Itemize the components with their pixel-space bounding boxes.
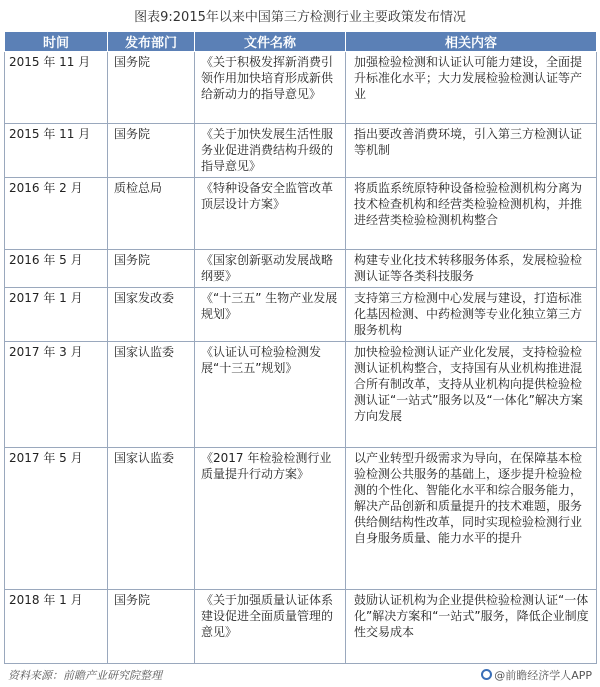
cell-document: 《2017 年检验检测行业质量提升行动方案》 [195,448,346,590]
cell-time: 2015 年 11 月 [5,124,108,178]
cell-time: 2016 年 2 月 [5,178,108,250]
cell-content: 支持第三方检测中心发展与建设，打造标准化基因检测、中药检测等专业化独立第三方服务机构 [346,288,597,342]
table-row [5,448,597,590]
footer [0,667,600,685]
cell-time: 2018 年 1 月 [5,590,108,664]
cell-document: 《关于积极发挥新消费引领作用加快培育形成新供给新动力的指导意见》 [195,52,346,124]
cell-document: 《“十三五” 生物产业发展规划》 [195,288,346,342]
header-document: 文件名称 [195,32,346,52]
cell-content: 以产业转型升级需求为导向，在保障基本检验检测公共服务的基础上，逐步提升检验检测的个性化、智能化水平和综合服务能力，解决产品创新和质量提升的技术难题，服务供给侧结构性改革，同时实现检验检测行业自身服务质量、能力水平的提升 [346,448,597,590]
cell-content: 指出要改善消费环境，引入第三方检测认证等机制 [346,124,597,178]
policy-table [4,31,597,664]
brand-credit [481,667,592,683]
chart-title: 图表9:2015年以来中国第三方检测行业主要政策发布情况 [134,10,466,25]
header-time: 时间 [5,32,108,52]
cell-department: 国家认监委 [108,342,195,448]
cell-department: 国务院 [108,52,195,124]
cell-document: 《关于加强质量认证体系建设促进全面质量管理的意见》 [195,590,346,664]
source-note: 资料来源：前瞻产业研究院整理 [8,669,162,682]
brand-label: @前瞻经济学人APP [494,669,592,682]
header-department: 发布部门 [108,32,195,52]
cell-department: 国家发改委 [108,288,195,342]
cell-content: 将质监系统原特种设备检验检测机构分离为技术检查机构和经营类检验检测机构，并推进经营类检验检测机构整合 [346,178,597,250]
cell-department: 国务院 [108,590,195,664]
table-header-row [5,32,597,52]
cell-department: 质检总局 [108,178,195,250]
cell-time: 2017 年 5 月 [5,448,108,590]
cell-time: 2017 年 3 月 [5,342,108,448]
cell-department: 国务院 [108,250,195,288]
cell-document: 《特种设备安全监管改革顶层设计方案》 [195,178,346,250]
cell-time: 2016 年 5 月 [5,250,108,288]
cell-document: 《国家创新驱动发展战略纲要》 [195,250,346,288]
cell-content: 构建专业化技术转移服务体系，发展检验检测认证等各类科技服务 [346,250,597,288]
cell-content: 加快检验检测认证产业化发展，支持检验检测认证机构整合，支持国有从业机构推进混合所有制改革，支持从业机构向提供检验检测认证“一站式”服务以及“一体化”解决方案方向发展 [346,342,597,448]
cell-time: 2015 年 11 月 [5,52,108,124]
table-row [5,288,597,342]
table-row [5,590,597,664]
cell-department: 国务院 [108,124,195,178]
cell-time: 2017 年 1 月 [5,288,108,342]
brand-logo-icon [481,669,492,680]
table-row [5,342,597,448]
table-row [5,52,597,124]
cell-content: 加强检验检测和认证认可能力建设，全面提升标准化水平；大力发展检验检测认证等产业 [346,52,597,124]
table-row [5,178,597,250]
cell-document: 《认证认可检验检测发展“十三五”规划》 [195,342,346,448]
table-row [5,250,597,288]
table-row [5,124,597,178]
cell-content: 鼓励认证机构为企业提供检验检测认证“一体化”解决方案和“一站式”服务，降低企业制度性交易成本 [346,590,597,664]
header-content: 相关内容 [346,32,597,52]
cell-department: 国家认监委 [108,448,195,590]
cell-document: 《关于加快发展生活性服务业促进消费结构升级的指导意见》 [195,124,346,178]
